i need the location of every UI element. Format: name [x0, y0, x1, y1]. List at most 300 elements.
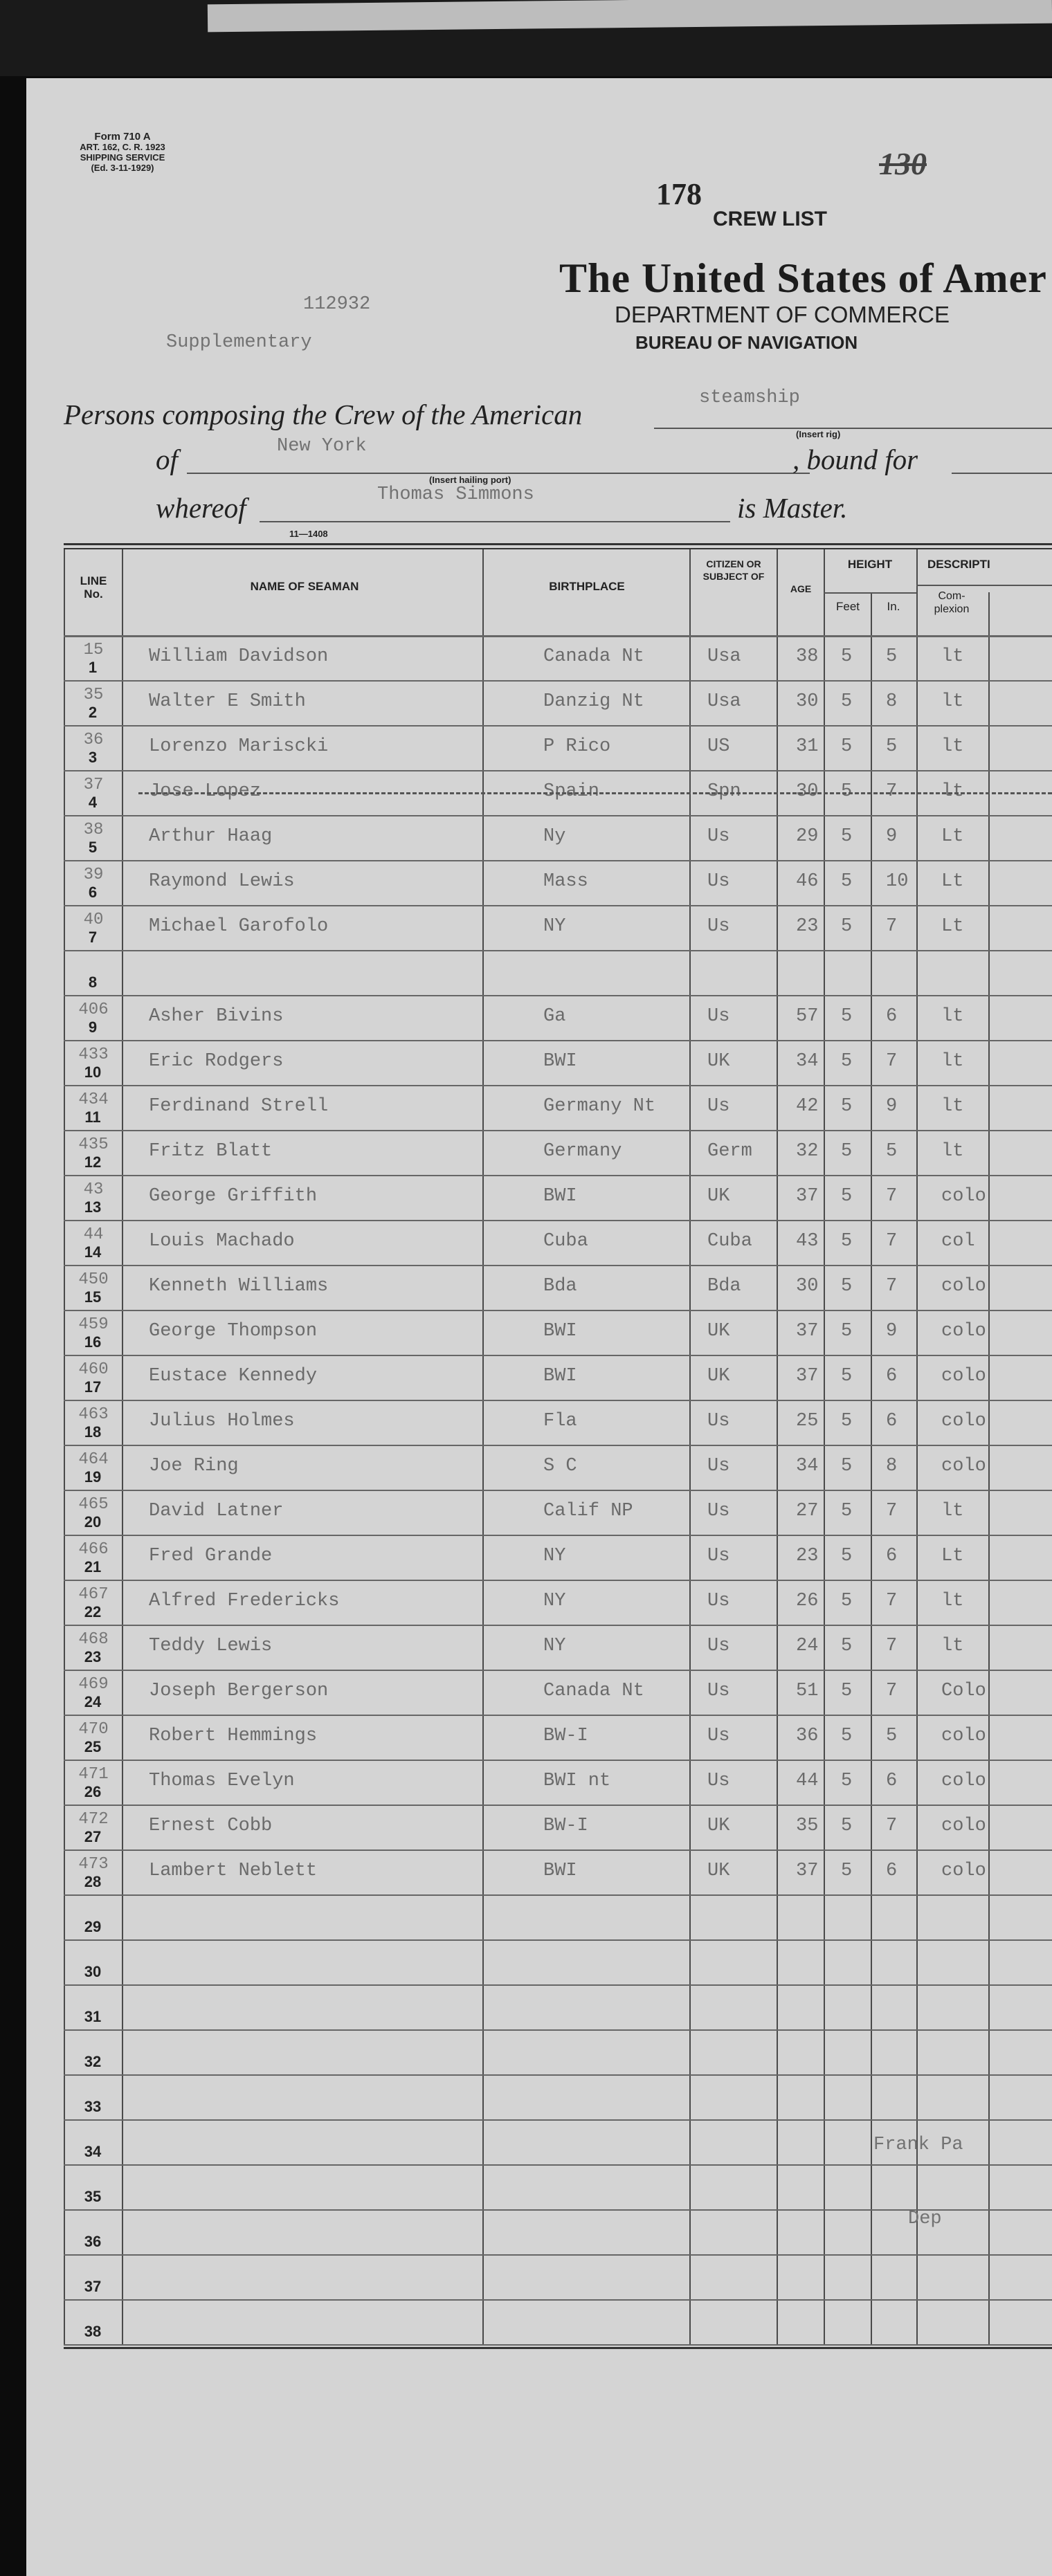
seaman-name: George Thompson	[149, 1321, 318, 1342]
row-divider	[64, 2074, 1052, 2076]
age: 44	[796, 1771, 819, 1791]
complexion: lt	[941, 781, 964, 802]
complexion: colo	[941, 1276, 986, 1297]
line-number: 17	[84, 1378, 102, 1396]
age: 37	[796, 1366, 819, 1387]
height-inches: 6	[886, 1411, 898, 1432]
is-master-label: is Master.	[737, 492, 848, 524]
complexion: colo	[941, 1456, 986, 1477]
height-inches: 6	[886, 1771, 898, 1791]
citizenship: UK	[707, 1816, 730, 1836]
birthplace: BWI	[543, 1861, 577, 1881]
age: 37	[796, 1861, 819, 1881]
height-inches: 6	[886, 1006, 898, 1027]
height-feet: 5	[841, 781, 853, 802]
margin-signature-title: Dep	[908, 2209, 942, 2229]
row-divider	[64, 1849, 1052, 1851]
height-inches: 7	[886, 1636, 898, 1656]
col-citizen: CITIZEN OR SUBJECT OF	[702, 558, 765, 582]
height-feet: 5	[841, 1726, 853, 1746]
birthplace: Spain	[543, 781, 600, 802]
row-divider	[64, 1265, 1052, 1266]
height-inches: 7	[886, 916, 898, 937]
complexion: lt	[941, 691, 964, 712]
complexion: lt	[941, 1591, 964, 1611]
birthplace: Germany	[543, 1141, 622, 1162]
seaman-name: Fritz Blatt	[149, 1141, 273, 1162]
line-number: 25	[84, 1738, 102, 1755]
row-divider	[64, 2164, 1052, 2166]
struck-row-line	[138, 792, 1052, 794]
persons-composing-text: Persons composing the Crew of the American	[64, 399, 583, 430]
height-feet: 5	[841, 691, 853, 712]
age: 43	[796, 1231, 819, 1252]
col-birthplace: BIRTHPLACE	[549, 580, 625, 593]
age: 34	[796, 1456, 819, 1477]
master-name: Thomas Simmons	[377, 484, 534, 505]
table-bottom-rule	[64, 2347, 1052, 2349]
citizenship: Us	[707, 1591, 730, 1611]
seaman-name: Lorenzo Mariscki	[149, 736, 329, 757]
row-divider	[64, 1670, 1052, 1671]
citizenship: UK	[707, 1861, 730, 1881]
age: 42	[796, 1096, 819, 1117]
row-divider	[64, 680, 1052, 682]
line-number: 20	[84, 1513, 102, 1531]
row-divider	[64, 995, 1052, 996]
sequence-number: 460	[78, 1360, 109, 1379]
birthplace: Canada Nt	[543, 1681, 644, 1701]
citizenship: Usa	[707, 691, 741, 712]
citizenship: Usa	[707, 646, 741, 667]
birthplace: NY	[543, 1636, 566, 1656]
complexion: colo	[941, 1186, 986, 1207]
line-number: 26	[84, 1783, 102, 1800]
birthplace: Ny	[543, 826, 566, 847]
sequence-number: 15	[83, 641, 104, 659]
column-divider	[988, 592, 990, 2344]
line-number: 4	[88, 794, 98, 811]
citizenship: Us	[707, 1636, 730, 1656]
age: 24	[796, 1636, 819, 1656]
page-number: 178	[656, 177, 702, 211]
col-age: AGE	[790, 583, 812, 594]
form-service: SHIPPING SERVICE	[80, 152, 165, 163]
height-inches: 9	[886, 1096, 898, 1117]
seaman-name: George Griffith	[149, 1186, 318, 1207]
birthplace: P Rico	[543, 736, 611, 757]
age: 31	[796, 736, 819, 757]
row-divider	[64, 2209, 1052, 2211]
complexion: lt	[941, 1636, 964, 1656]
citizenship: Spn	[707, 781, 741, 802]
citizenship: US	[707, 736, 730, 757]
age: 27	[796, 1501, 819, 1522]
birthplace: Fla	[543, 1411, 577, 1432]
col-line-no: LINE No.	[80, 574, 107, 601]
age: 38	[796, 646, 819, 667]
birthplace: Ga	[543, 1006, 566, 1027]
sequence-number: 35	[83, 686, 104, 704]
complexion: colo	[941, 1771, 986, 1791]
height-feet: 5	[841, 1006, 853, 1027]
vessel-rig: steamship	[699, 387, 800, 408]
line-number: 13	[84, 1198, 102, 1216]
line-number: 33	[84, 2098, 102, 2115]
sequence-number: 463	[78, 1405, 109, 1424]
seaman-name: Robert Hemmings	[149, 1726, 318, 1746]
line-number: 28	[84, 1873, 102, 1890]
form-edition: (Ed. 3-11-1929)	[91, 163, 154, 173]
rig-caption: (Insert rig)	[796, 429, 841, 439]
citizenship: Us	[707, 1411, 730, 1432]
height-feet: 5	[841, 916, 853, 937]
whereof-label: whereof	[156, 492, 246, 524]
line-number: 24	[84, 1693, 102, 1710]
line-number: 18	[84, 1423, 102, 1441]
birthplace: NY	[543, 1546, 566, 1566]
age: 25	[796, 1411, 819, 1432]
row-divider	[64, 1490, 1052, 1491]
line-number: 9	[88, 1018, 98, 1036]
line-number: 23	[84, 1648, 102, 1665]
citizenship: Us	[707, 1501, 730, 1522]
bureau-heading: BUREAU OF NAVIGATION	[635, 332, 858, 353]
complexion: colo	[941, 1816, 986, 1836]
height-inches: 7	[886, 1816, 898, 1836]
line-number: 32	[84, 2053, 102, 2070]
row-divider	[64, 1715, 1052, 1716]
height-feet: 5	[841, 1141, 853, 1162]
complexion: lt	[941, 1006, 964, 1027]
line-number: 21	[84, 1558, 102, 1575]
seaman-name: Arthur Haag	[149, 826, 273, 847]
sequence-number: 37	[83, 776, 104, 794]
complexion: lt	[941, 1141, 964, 1162]
line-number: 35	[84, 2188, 102, 2205]
height-feet: 5	[841, 1321, 853, 1342]
citizenship: Us	[707, 1456, 730, 1477]
sequence-number: 406	[78, 1001, 109, 1019]
height-inches: 7	[886, 1276, 898, 1297]
birthplace: Calif NP	[543, 1501, 633, 1522]
row-divider	[64, 770, 1052, 771]
sequence-number: 459	[78, 1315, 109, 1334]
row-divider	[64, 1535, 1052, 1536]
seaman-name: Asher Bivins	[149, 1006, 284, 1027]
sequence-number: 469	[78, 1675, 109, 1694]
complexion: colo	[941, 1861, 986, 1881]
row-divider	[64, 905, 1052, 906]
line-number: 14	[84, 1243, 102, 1261]
sequence-number: 435	[78, 1135, 109, 1154]
birthplace: BWI	[543, 1366, 577, 1387]
row-divider	[64, 860, 1052, 861]
age: 23	[796, 916, 819, 937]
age: 37	[796, 1321, 819, 1342]
margin-signature: Frank Pa	[873, 2135, 963, 2155]
table-top-rule	[64, 543, 1052, 545]
age: 36	[796, 1726, 819, 1746]
complexion: lt	[941, 646, 964, 667]
bound-for-label: , bound for	[792, 444, 918, 475]
row-divider	[64, 1400, 1052, 1401]
country-heading: The United States of Amer	[559, 255, 1047, 301]
height-feet: 5	[841, 1681, 853, 1701]
sequence-number: 39	[83, 866, 104, 884]
complexion: lt	[941, 1051, 964, 1072]
height-inches: 7	[886, 1186, 898, 1207]
citizenship: Us	[707, 916, 730, 937]
age: 34	[796, 1051, 819, 1072]
row-divider	[64, 1175, 1052, 1176]
row-divider	[64, 2119, 1052, 2121]
citizenship: Us	[707, 1726, 730, 1746]
citizenship: UK	[707, 1321, 730, 1342]
height-feet: 5	[841, 736, 853, 757]
col-description: DESCRIPTI	[927, 558, 990, 571]
row-divider	[64, 725, 1052, 727]
height-inches: 7	[886, 1681, 898, 1701]
of-label: of	[156, 444, 178, 475]
seaman-name: Alfred Fredericks	[149, 1591, 340, 1611]
complexion: Lt	[941, 871, 964, 892]
row-divider	[64, 2029, 1052, 2031]
hailing-port: New York	[277, 436, 367, 457]
seaman-name: Walter E Smith	[149, 691, 306, 712]
height-feet: 5	[841, 1501, 853, 1522]
age: 29	[796, 826, 819, 847]
height-inches: 6	[886, 1546, 898, 1566]
col-inches: In.	[887, 600, 900, 613]
line-number: 29	[84, 1918, 102, 1935]
sequence-number: 433	[78, 1045, 109, 1064]
row-divider	[64, 1220, 1052, 1221]
height-feet: 5	[841, 1861, 853, 1881]
row-divider	[64, 2254, 1052, 2256]
line-number: 22	[84, 1603, 102, 1620]
sequence-number: 470	[78, 1720, 109, 1739]
citizenship: Bda	[707, 1276, 741, 1297]
citizenship: Us	[707, 1681, 730, 1701]
crew-list-title: CREW LIST	[713, 208, 827, 230]
line-number: 5	[88, 839, 98, 856]
height-inches: 5	[886, 646, 898, 667]
sequence-number: 468	[78, 1630, 109, 1649]
sequence-number: 434	[78, 1090, 109, 1109]
birthplace: BWI	[543, 1186, 577, 1207]
line-number: 1	[88, 659, 98, 676]
height-feet: 5	[841, 871, 853, 892]
height-inches: 7	[886, 1051, 898, 1072]
height-inches: 7	[886, 1591, 898, 1611]
seaman-name: Ferdinand Strell	[149, 1096, 329, 1117]
height-feet: 5	[841, 1366, 853, 1387]
citizenship: Germ	[707, 1141, 752, 1162]
birthplace: BWI	[543, 1051, 577, 1072]
sequence-number: 465	[78, 1495, 109, 1514]
seaman-name: William Davidson	[149, 646, 329, 667]
height-inches: 5	[886, 736, 898, 757]
seaman-name: Eric Rodgers	[149, 1051, 284, 1072]
citizenship: Us	[707, 1771, 730, 1791]
row-divider	[64, 1445, 1052, 1446]
line-number: 36	[84, 2233, 102, 2250]
age: 26	[796, 1591, 819, 1611]
complexion: Lt	[941, 916, 964, 937]
line-number: 2	[88, 704, 98, 721]
height-inches: 8	[886, 691, 898, 712]
birthplace: BW-I	[543, 1816, 588, 1836]
seaman-name: Louis Machado	[149, 1231, 295, 1252]
birthplace: S C	[543, 1456, 577, 1477]
form-number: Form 710 A	[94, 131, 151, 143]
col-name: NAME OF SEAMAN	[250, 580, 359, 593]
row-divider	[64, 950, 1052, 951]
line-number: 27	[84, 1828, 102, 1845]
department-heading: DEPARTMENT OF COMMERCE	[615, 302, 950, 327]
birthplace: Canada Nt	[543, 646, 644, 667]
header-bottom-rule	[64, 635, 1052, 637]
age: 32	[796, 1141, 819, 1162]
line-number: 34	[84, 2143, 102, 2160]
seaman-name: Lambert Neblett	[149, 1861, 318, 1881]
line-number: 11	[84, 1108, 101, 1126]
complexion: colo	[941, 1726, 986, 1746]
citizenship: Us	[707, 1006, 730, 1027]
row-divider	[64, 2299, 1052, 2301]
citizenship: UK	[707, 1051, 730, 1072]
height-inches: 5	[886, 1141, 898, 1162]
sequence-number: 466	[78, 1540, 109, 1559]
height-feet: 5	[841, 826, 853, 847]
birthplace: Germany Nt	[543, 1096, 656, 1117]
print-code: 11—1408	[289, 529, 328, 539]
row-divider	[64, 1355, 1052, 1356]
row-divider	[64, 1805, 1052, 1806]
sequence-number: 473	[78, 1855, 109, 1874]
subheader-rule	[916, 585, 1052, 586]
citizenship: UK	[707, 1186, 730, 1207]
height-inches: 9	[886, 1321, 898, 1342]
row-divider	[64, 1760, 1052, 1761]
seaman-name: Eustace Kennedy	[149, 1366, 318, 1387]
birthplace: BWI	[543, 1321, 577, 1342]
seaman-name: Thomas Evelyn	[149, 1771, 295, 1791]
row-divider	[64, 1580, 1052, 1581]
seaman-name: Joseph Bergerson	[149, 1681, 329, 1701]
line-number: 12	[84, 1153, 102, 1171]
line-number: 37	[84, 2278, 102, 2295]
citizenship: Cuba	[707, 1231, 752, 1252]
birthplace: Mass	[543, 871, 588, 892]
height-inches: 7	[886, 1501, 898, 1522]
struck-page-number: 130	[879, 146, 927, 181]
citizenship: Us	[707, 1546, 730, 1566]
age: 30	[796, 691, 819, 712]
citizenship: Us	[707, 871, 730, 892]
height-inches: 6	[886, 1861, 898, 1881]
seaman-name: David Latner	[149, 1501, 284, 1522]
seaman-name: Jose Lopez	[149, 781, 262, 802]
complexion: lt	[941, 1096, 964, 1117]
list-type: Supplementary	[166, 332, 312, 353]
sequence-number: 467	[78, 1585, 109, 1604]
sequence-number: 450	[78, 1270, 109, 1289]
height-feet: 5	[841, 646, 853, 667]
line-number: 10	[84, 1063, 102, 1081]
height-inches: 7	[886, 1231, 898, 1252]
col-height: HEIGHT	[847, 558, 893, 571]
sequence-number: 38	[83, 821, 104, 839]
seaman-name: Raymond Lewis	[149, 871, 295, 892]
height-inches: 10	[886, 871, 909, 892]
port-caption: (Insert hailing port)	[429, 475, 511, 485]
complexion: Colo	[941, 1681, 986, 1701]
row-divider	[64, 2344, 1052, 2346]
age: 57	[796, 1006, 819, 1027]
col-complexion: Com- plexion	[934, 590, 970, 615]
height-feet: 5	[841, 1411, 853, 1432]
col-feet: Feet	[835, 600, 860, 613]
sequence-number: 43	[83, 1180, 104, 1199]
subheader-rule	[824, 592, 916, 594]
row-divider	[64, 1085, 1052, 1086]
height-inches: 7	[886, 781, 898, 802]
birthplace: NY	[543, 1591, 566, 1611]
sequence-number: 471	[78, 1765, 109, 1784]
sequence-number: 36	[83, 731, 104, 749]
table-top-rule-2	[64, 548, 1052, 549]
sequence-number: 44	[83, 1225, 104, 1244]
complexion: Lt	[941, 826, 964, 847]
complexion: lt	[941, 1501, 964, 1522]
age: 37	[796, 1186, 819, 1207]
height-inches: 6	[886, 1366, 898, 1387]
birthplace: Cuba	[543, 1231, 588, 1252]
height-feet: 5	[841, 1546, 853, 1566]
form-art: ART. 162, C. R. 1923	[80, 142, 165, 152]
height-feet: 5	[841, 1231, 853, 1252]
height-feet: 5	[841, 1591, 853, 1611]
line-number: 6	[88, 884, 98, 901]
complexion: col	[941, 1231, 975, 1252]
row-divider	[64, 1130, 1052, 1131]
complexion: lt	[941, 736, 964, 757]
height-inches: 9	[886, 826, 898, 847]
row-divider	[64, 815, 1052, 816]
row-divider	[64, 1984, 1052, 1986]
sequence-number: 464	[78, 1450, 109, 1469]
seaman-name: Fred Grande	[149, 1546, 273, 1566]
citizenship: UK	[707, 1366, 730, 1387]
line-number: 15	[84, 1288, 102, 1306]
line-number: 38	[84, 2323, 102, 2340]
age: 46	[796, 871, 819, 892]
complexion: Lt	[941, 1546, 964, 1566]
age: 30	[796, 781, 819, 802]
line-number: 30	[84, 1963, 102, 1980]
line-number: 16	[84, 1333, 102, 1351]
age: 35	[796, 1816, 819, 1836]
row-divider	[64, 1625, 1052, 1626]
row-divider	[64, 1040, 1052, 1041]
official-number: 112932	[303, 294, 371, 315]
complexion: colo	[941, 1411, 986, 1432]
line-number: 8	[88, 974, 98, 991]
line-number: 3	[88, 749, 98, 766]
birthplace: Danzig Nt	[543, 691, 644, 712]
